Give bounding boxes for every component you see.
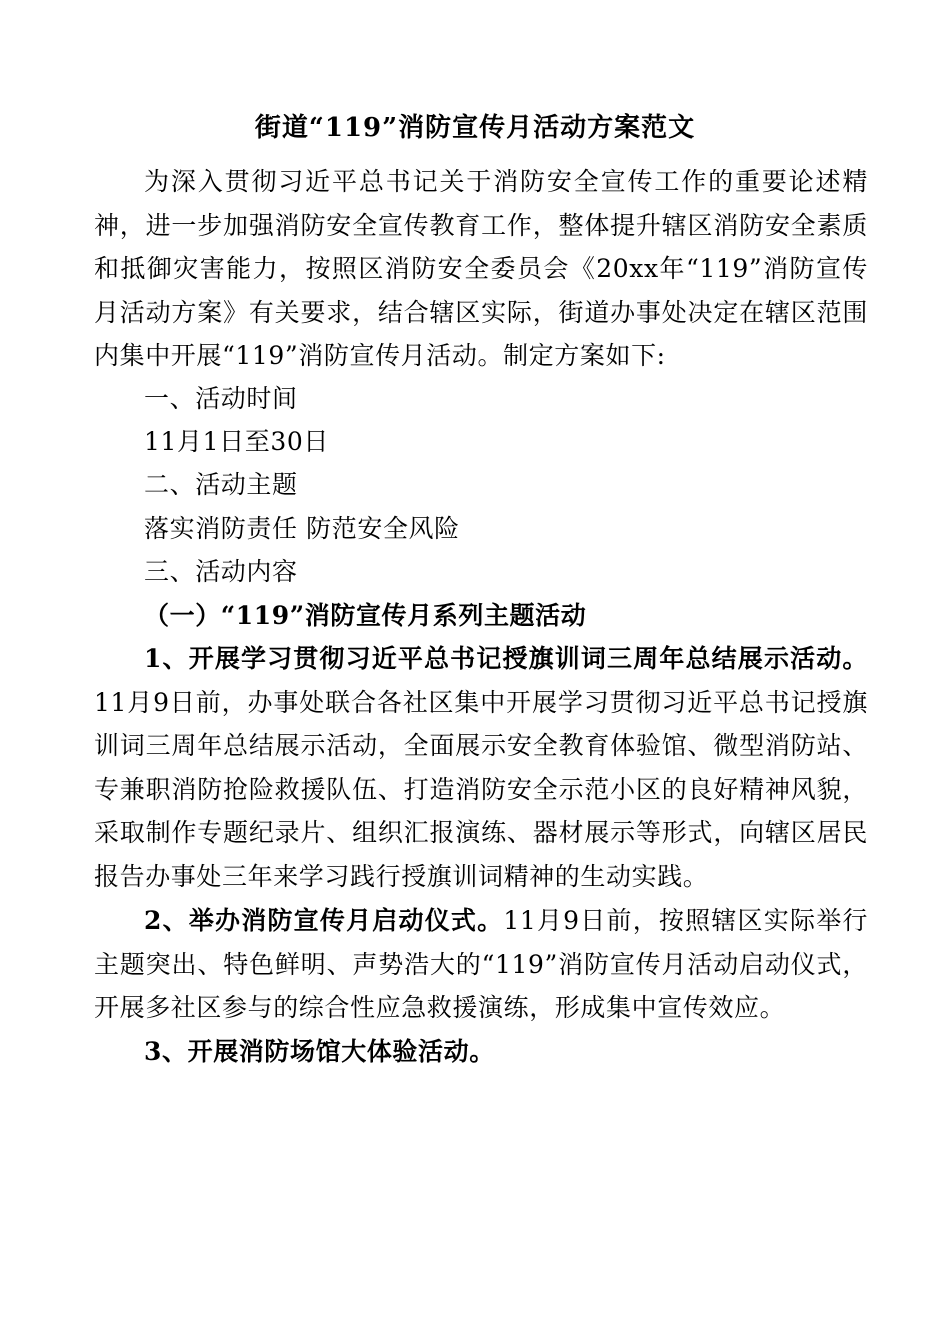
item-2-heading: 2、举办消防宣传月启动仪式。 <box>144 906 504 935</box>
section-heading-time: 一、活动时间 <box>144 384 298 413</box>
section-text-time: 11月1日至30日 <box>144 427 329 456</box>
item-1-heading: 1、开展学习贯彻习近平总书记授旗训词三周年总结展示活动。 <box>144 644 868 673</box>
item-3-heading: 3、开展消防场馆大体验活动。 <box>144 1037 495 1066</box>
section-heading-content: 三、活动内容 <box>144 557 298 586</box>
section-text-theme: 落实消防责任 防范安全风险 <box>144 514 460 543</box>
intro-paragraph: 为深入贯彻习近平总书记关于消防安全宣传工作的重要论述精神，进一步加强消防安全宣传教育工作，整体提升辖区消防安全素质和抵御灾害能力，按照区消防安全委员会《20xx年“119”消防宣传月活动方案》有关要求，结合辖区实际，街道办事处决定在辖区范围内集中开展“119”消防宣传月活动。制定方案如下: <box>94 167 868 370</box>
document-title: 街道“119”消防宣传月活动方案范文 <box>254 113 696 143</box>
section-heading-theme: 二、活动主题 <box>144 470 298 499</box>
item-1-paragraph <box>94 637 868 898</box>
item-2-paragraph <box>94 899 868 1030</box>
subsection-heading: （一）“119”消防宣传月系列主题活动 <box>144 601 587 630</box>
item-1-text: 11月9日前，办事处联合各社区集中开展学习贯彻习近平总书记授旗训词三周年总结展示活动，全面展示安全教育体验馆、微型消防站、专兼职消防抢险救援队伍、打造消防安全示范小区的良好精神风貌，采取制作专题纪录片、组织汇报演练、器材展示等形式，向辖区居民报告办事处三年来学习践行授旗训词精神的生动实践。 <box>94 687 868 891</box>
item-2-text: 11月9日前，按照辖区实际举行主题突出、特色鲜明、声势浩大的“119”消防宣传月活动启动仪式，开展多社区参与的综合性应急救援演练，形成集中宣传效应。 <box>94 906 868 1022</box>
